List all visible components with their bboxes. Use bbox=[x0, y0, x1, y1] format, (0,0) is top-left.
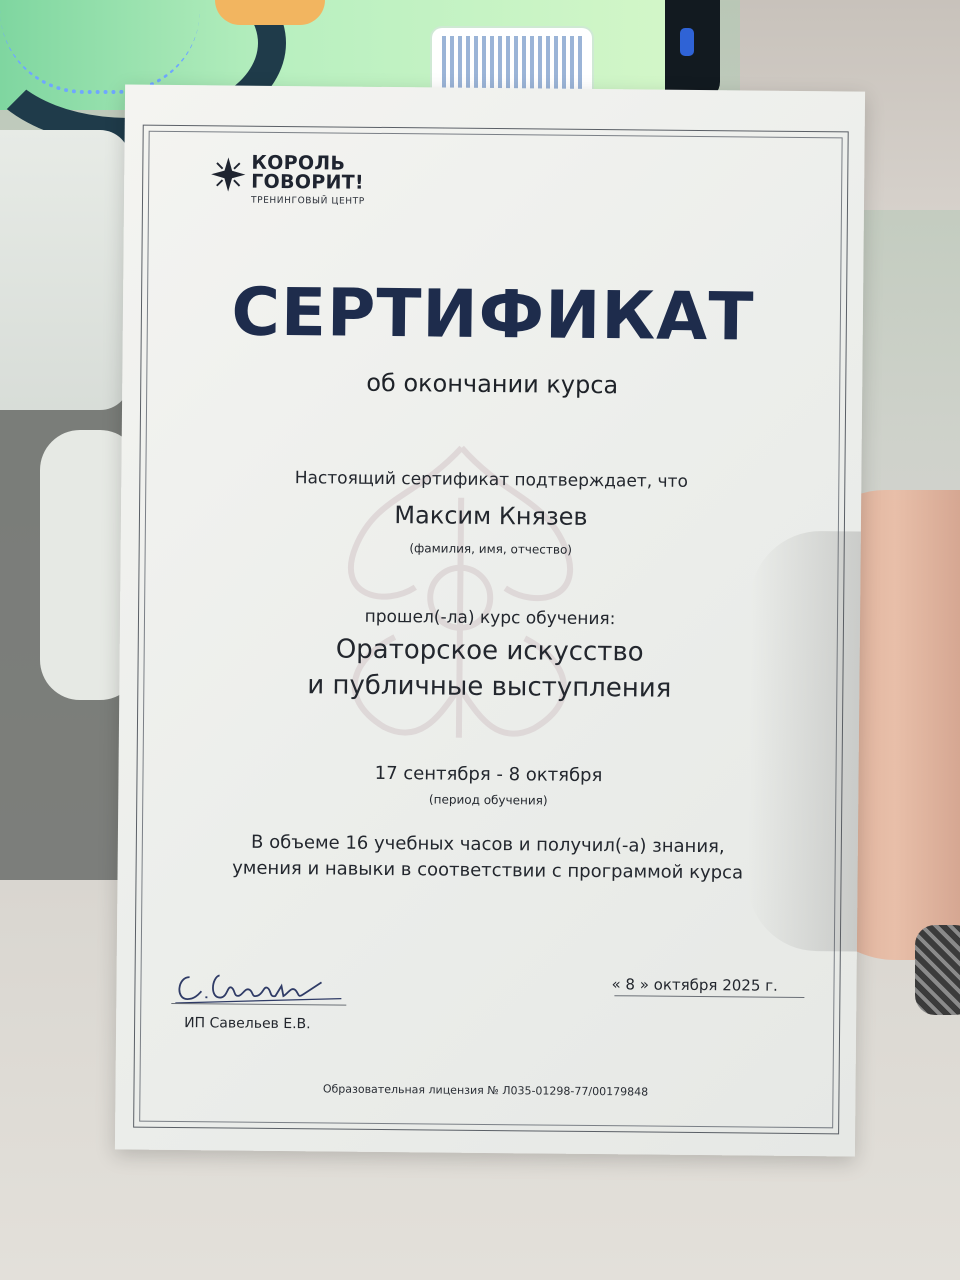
certificate-title: СЕРТИФИКАТ bbox=[231, 273, 755, 356]
passed-text: прошел(-ла) курс обучения: bbox=[364, 606, 616, 630]
training-period-note: (период обучения) bbox=[428, 792, 548, 808]
course-name-line-1: Ораторское искусство bbox=[335, 634, 644, 668]
brand-logo bbox=[209, 153, 365, 206]
finger-shadow bbox=[747, 531, 861, 952]
name-note: (фамилия, имя, отчество) bbox=[409, 541, 573, 557]
bracelet bbox=[915, 925, 960, 1015]
certificate-paper bbox=[115, 84, 865, 1156]
recipient-name: Максим Князев bbox=[394, 501, 588, 531]
signer-name: ИП Савельев Е.В. bbox=[184, 1015, 311, 1033]
sofa bbox=[0, 130, 130, 410]
logo-line-2: ГОВОРИТ! bbox=[251, 170, 365, 194]
issue-date: « 8 » октября 2025 г. bbox=[611, 975, 778, 995]
course-name-line-2: и публичные выступления bbox=[307, 670, 672, 704]
four-point-star-icon bbox=[209, 155, 247, 193]
training-period: 17 сентября - 8 октября bbox=[374, 762, 603, 787]
logo-line-1: КОРОЛЬ bbox=[251, 151, 346, 175]
license-number: Образовательная лицензия № Л035-01298-77/00179848 bbox=[322, 1082, 649, 1099]
handwritten-signature bbox=[171, 963, 351, 1015]
screen-graphic-object bbox=[215, 0, 325, 25]
certificate-subtitle: об окончании курса bbox=[366, 368, 619, 400]
confirm-text: Настоящий сертификат подтверждает, что bbox=[294, 468, 689, 492]
logo-subtitle: ТРЕНИНГОВЫЙ ЦЕНТР bbox=[250, 195, 365, 207]
blue-light bbox=[680, 28, 694, 56]
volume-text-line-1: В объеме 16 учебных часов и получил(-а) знания, bbox=[250, 831, 725, 858]
volume-text-line-2: умения и навыки в соответствии с программой курса bbox=[232, 857, 744, 884]
